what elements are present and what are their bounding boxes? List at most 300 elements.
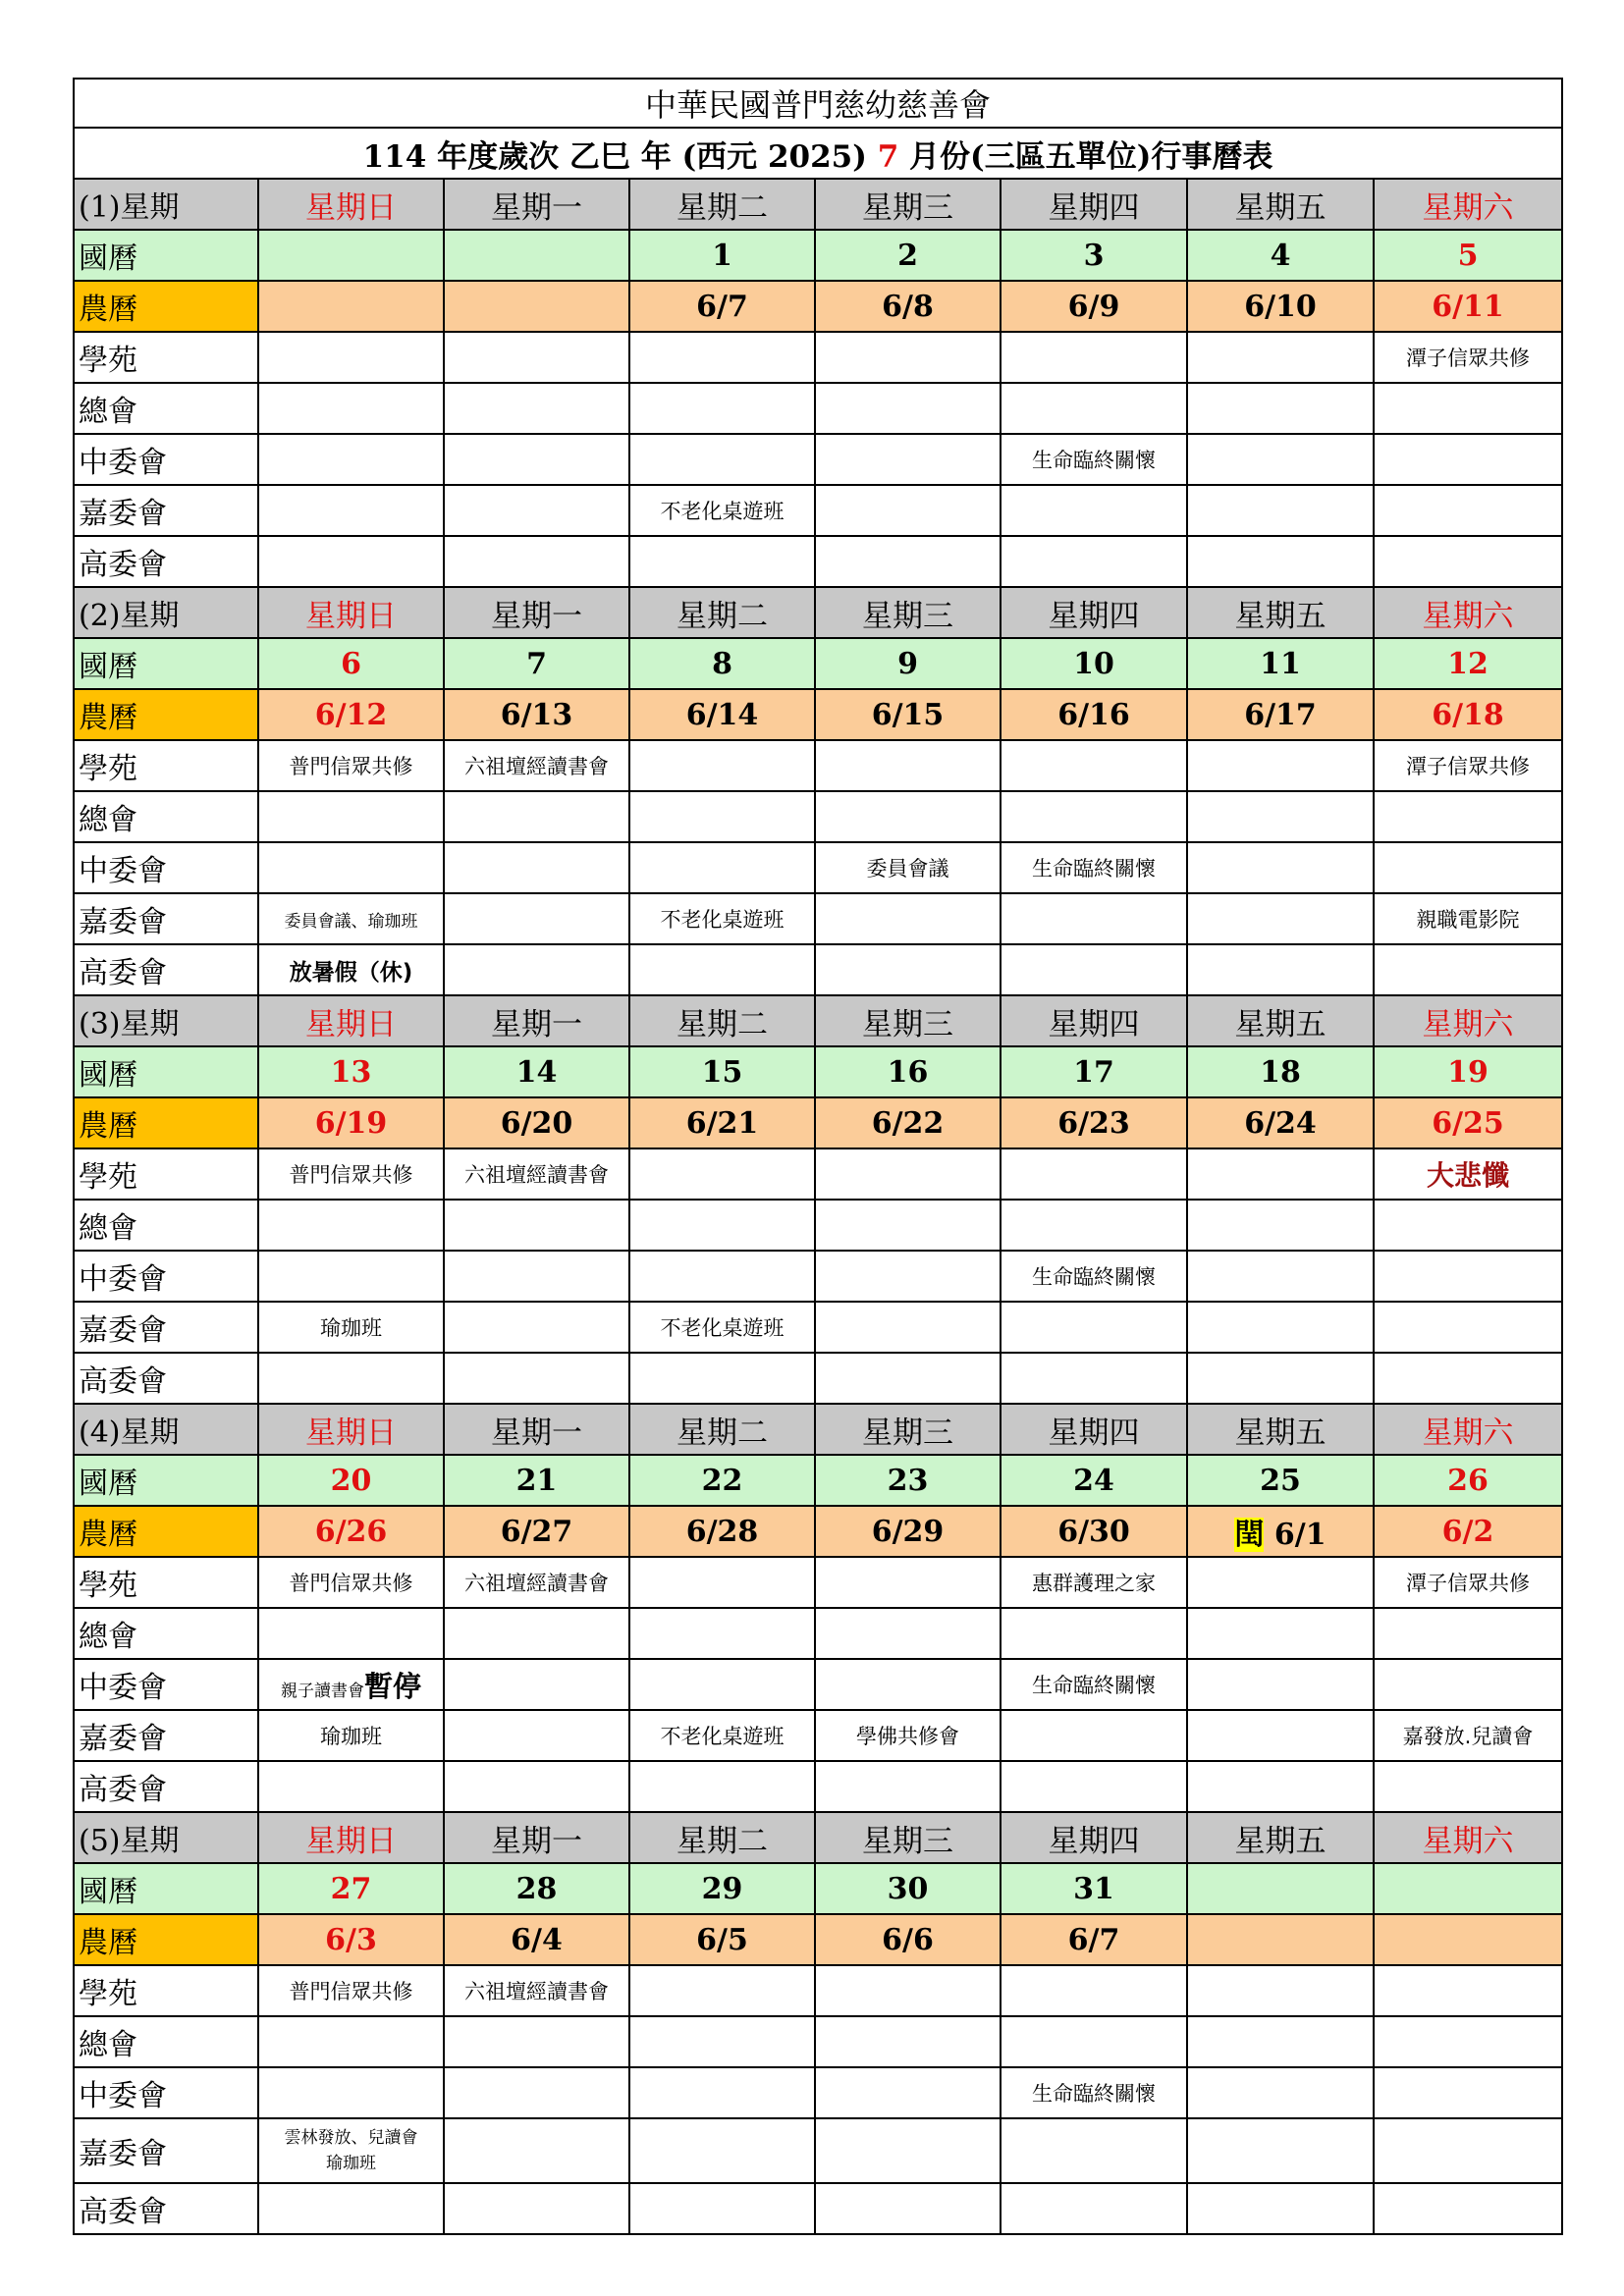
week-header-row [74,179,1562,230]
event-text: 普門信眾共修 [289,1163,413,1187]
weekday-header: 星期四 [1001,995,1187,1046]
lunar-date [629,1097,815,1148]
lunar-date [1001,281,1187,332]
event-cell [815,1353,1001,1404]
event-cell [1001,2118,1187,2183]
event-cell [815,740,1001,791]
event-cell [629,893,815,944]
event-text: 潭子信眾共修 [1406,1572,1530,1595]
gregorian-date: 21 [444,1455,629,1506]
event-cell [1001,1710,1187,1761]
unit-row-academy [74,1148,1562,1200]
event-text: 瑜珈班 [320,1725,382,1748]
gregorian-date: 1 [629,230,815,281]
weekday-header: 星期三 [815,995,1001,1046]
event-text: 六祖壇經讀書會 [464,755,609,778]
event-cell [1374,434,1562,485]
unit-label: 總會 [74,1608,258,1659]
lunar-date [258,1914,444,1965]
lunar-date [1001,1506,1187,1557]
event-cell [629,1761,815,1812]
lunar-date [815,689,1001,740]
lunar-date-text: 6/21 [685,1105,759,1141]
lunar-date-text: 6/7 [696,289,748,324]
event-cell [1187,2016,1374,2067]
lunar-date [815,1097,1001,1148]
weekday-header: 星期六 [1374,1812,1562,1863]
event-cell [1374,485,1562,536]
event-cell [1187,1965,1374,2016]
event-text: 普門信眾共修 [289,1980,413,2003]
calendar-title: 中華民國普門慈幼慈善會 [74,79,1562,128]
weekday-header: 星期四 [1001,1812,1187,1863]
lunar-date-text: 6/27 [500,1514,573,1549]
weekday-header: 星期三 [815,179,1001,230]
unit-row-headquarters [74,791,1562,842]
event-cell [815,1557,1001,1608]
weekday-header: 星期六 [1374,1404,1562,1455]
event-cell [1187,1251,1374,1302]
event-cell [629,536,815,587]
event-cell [815,1965,1001,2016]
unit-row-central-committee [74,434,1562,485]
lunar-date [444,689,629,740]
unit-label: 總會 [74,2016,258,2067]
event-cell [815,1302,1001,1353]
unit-label: 嘉委會 [74,893,258,944]
event-cell [1001,1761,1187,1812]
lunar-date [1187,1506,1374,1557]
event-text: 親子讀書會 [280,1681,364,1701]
event-cell [1187,740,1374,791]
gregorian-date: 23 [815,1455,1001,1506]
weekday-header: 星期日 [258,587,444,638]
gregorian-row [74,1046,1562,1097]
weekday-header: 星期四 [1001,1404,1187,1455]
lunar-date [815,1506,1001,1557]
week-header-row [74,1404,1562,1455]
lunar-date [258,1097,444,1148]
event-cell [815,1761,1001,1812]
lunar-date-text: 6/14 [685,697,759,732]
gregorian-label: 國曆 [74,1455,258,1506]
event-cell [258,1710,444,1761]
event-cell [1187,944,1374,995]
lunar-date-text: 6/20 [500,1105,573,1141]
weekday-header: 星期三 [815,587,1001,638]
event-cell [1001,2183,1187,2234]
event-cell [444,1659,629,1710]
event-text: 六祖壇經讀書會 [464,1572,609,1595]
event-cell [815,332,1001,383]
lunar-date [1187,1914,1374,1965]
event-text: 學佛共修會 [856,1725,959,1748]
event-cell [1001,1965,1187,2016]
lunar-date [629,281,815,332]
event-cell [1187,383,1374,434]
event-cell [815,1659,1001,1710]
event-cell [1187,332,1374,383]
lunar-date [1001,1914,1187,1965]
event-cell [1001,1353,1187,1404]
unit-label: 學苑 [74,740,258,791]
gregorian-label: 國曆 [74,230,258,281]
lunar-date-text: 6/22 [871,1105,945,1141]
unit-row-headquarters [74,1608,1562,1659]
lunar-date [258,1506,444,1557]
event-cell [1187,1200,1374,1251]
event-cell [1001,1302,1187,1353]
event-cell [629,791,815,842]
gregorian-date: 19 [1374,1046,1562,1097]
event-cell [1001,2016,1187,2067]
event-cell [258,944,444,995]
event-cell [1001,1659,1187,1710]
gregorian-date: 13 [258,1046,444,1097]
event-text: 瑜珈班 [326,2154,376,2173]
week-label: (3)星期 [74,995,258,1046]
event-cell [444,791,629,842]
gregorian-date: 6 [258,638,444,689]
unit-label: 總會 [74,791,258,842]
lunar-date-text: 6/15 [871,697,945,732]
weekday-header: 星期一 [444,179,629,230]
event-cell [258,485,444,536]
event-cell [815,1710,1001,1761]
lunar-label: 農曆 [74,1506,258,1557]
gregorian-date: 7 [444,638,629,689]
event-text: 放暑假（休) [289,959,413,986]
gregorian-date: 14 [444,1046,629,1097]
gregorian-date: 15 [629,1046,815,1097]
lunar-label: 農曆 [74,1097,258,1148]
lunar-date [444,1097,629,1148]
event-cell [629,1353,815,1404]
event-cell [1001,1557,1187,1608]
event-text: 生命臨終關懷 [1032,449,1156,472]
unit-row-kaohsiung-committee [74,2183,1562,2234]
unit-row-central-committee [74,1251,1562,1302]
event-cell [258,1200,444,1251]
lunar-date [1187,1097,1374,1148]
pause-note: 暫停 [363,1669,421,1703]
unit-label: 中委會 [74,2067,258,2118]
lunar-date-text: 6/25 [1432,1105,1504,1141]
gregorian-date: 31 [1001,1863,1187,1914]
unit-row-central-committee [74,1659,1562,1710]
week-label: (5)星期 [74,1812,258,1863]
lunar-date [1374,1506,1562,1557]
lunar-date-text: 6/8 [882,289,934,324]
event-cell [1001,1251,1187,1302]
event-cell [629,1148,815,1200]
event-cell [258,332,444,383]
lunar-date [444,1506,629,1557]
gregorian-date: 17 [1001,1046,1187,1097]
gregorian-date: 2 [815,230,1001,281]
gregorian-date [444,230,629,281]
event-cell [629,1608,815,1659]
event-cell [815,1608,1001,1659]
gregorian-label: 國曆 [74,1046,258,1097]
unit-label: 嘉委會 [74,2118,258,2183]
calendar-subtitle [74,128,1562,179]
event-cell [258,893,444,944]
lunar-date-text: 6/12 [314,697,388,732]
event-cell [1374,1251,1562,1302]
event-cell [1374,2016,1562,2067]
lunar-date [1187,281,1374,332]
gregorian-label: 國曆 [74,638,258,689]
event-cell [1374,1557,1562,1608]
subtitle-year: 114 年度歲次 乙巳 年 (西元 2025) [362,138,878,175]
lunar-date-text: 6/19 [314,1105,388,1141]
weekday-header: 星期二 [629,1812,815,1863]
lunar-date [815,281,1001,332]
event-cell [1374,2118,1562,2183]
event-cell [1001,791,1187,842]
unit-row-chiayi-committee [74,1710,1562,1761]
event-cell [1001,383,1187,434]
week-label: (4)星期 [74,1404,258,1455]
event-cell [1374,332,1562,383]
weekday-header: 星期二 [629,1404,815,1455]
week-label: (2)星期 [74,587,258,638]
event-cell [1001,1148,1187,1200]
lunar-date-text: 6/2 [1441,1514,1494,1549]
event-cell [629,2067,815,2118]
event-cell [258,2016,444,2067]
event-cell [1374,740,1562,791]
event-cell [444,1965,629,2016]
lunar-date [444,281,629,332]
weekday-header: 星期一 [444,995,629,1046]
event-cell [258,1302,444,1353]
gregorian-row [74,230,1562,281]
event-cell [1187,791,1374,842]
event-cell [258,791,444,842]
lunar-date [444,1914,629,1965]
unit-label: 總會 [74,1200,258,1251]
unit-row-headquarters [74,2016,1562,2067]
event-cell [444,383,629,434]
lunar-date-text: 6/26 [314,1514,388,1549]
lunar-date-text: 6/4 [511,1922,563,1957]
event-cell [629,2183,815,2234]
event-cell [444,2118,629,2183]
gregorian-date: 5 [1374,230,1562,281]
lunar-label: 農曆 [74,281,258,332]
event-cell [629,2118,815,2183]
event-cell [444,740,629,791]
event-cell [629,383,815,434]
event-text: 潭子信眾共修 [1406,347,1530,370]
event-cell [1374,2183,1562,2234]
event-text: 不老化桌遊班 [660,1316,785,1340]
event-cell [815,1251,1001,1302]
event-cell [1187,1557,1374,1608]
event-text: 六祖壇經讀書會 [464,1163,609,1187]
unit-row-headquarters [74,1200,1562,1251]
weekday-header: 星期六 [1374,179,1562,230]
lunar-date-text: 6/23 [1057,1105,1130,1141]
event-cell [444,1710,629,1761]
unit-label: 高委會 [74,944,258,995]
event-text: 普門信眾共修 [289,755,413,778]
weekday-header: 星期五 [1187,179,1374,230]
lunar-date [1374,1914,1562,1965]
event-text: 不老化桌遊班 [660,1725,785,1748]
gregorian-date [258,230,444,281]
unit-label: 中委會 [74,1659,258,1710]
gregorian-date: 30 [815,1863,1001,1914]
event-cell [258,1557,444,1608]
event-cell [629,434,815,485]
event-cell [629,332,815,383]
lunar-row [74,1506,1562,1557]
gregorian-row [74,638,1562,689]
weekday-header: 星期日 [258,1812,444,1863]
gregorian-row [74,1455,1562,1506]
unit-row-academy [74,332,1562,383]
gregorian-date: 29 [629,1863,815,1914]
gregorian-date: 10 [1001,638,1187,689]
lunar-date-text: 6/11 [1432,289,1504,324]
unit-label: 學苑 [74,1557,258,1608]
unit-row-kaohsiung-committee [74,536,1562,587]
weekday-header: 星期四 [1001,587,1187,638]
weekday-header: 星期四 [1001,179,1187,230]
unit-label: 嘉委會 [74,1710,258,1761]
event-text: 大悲懺 [1427,1159,1510,1192]
unit-row-chiayi-committee [74,2118,1562,2183]
event-text: 親職電影院 [1416,908,1520,932]
event-cell [444,944,629,995]
event-cell [815,2067,1001,2118]
lunar-date [1187,689,1374,740]
lunar-row [74,689,1562,740]
event-text: 六祖壇經讀書會 [464,1980,609,2003]
unit-row-academy [74,1557,1562,1608]
lunar-date [629,1914,815,1965]
weekday-header: 星期三 [815,1404,1001,1455]
event-text: 委員會議 [866,857,949,881]
event-cell [815,434,1001,485]
lunar-date [1374,1097,1562,1148]
event-cell [258,2067,444,2118]
event-cell [815,791,1001,842]
lunar-date-text: 6/29 [871,1514,945,1549]
event-text: 生命臨終關懷 [1032,1674,1156,1697]
unit-row-academy [74,740,1562,791]
event-cell [444,2016,629,2067]
event-cell [1374,1608,1562,1659]
lunar-date-text: 6/1 [1273,1518,1326,1552]
weekday-header: 星期一 [444,1404,629,1455]
lunar-date-text: 6/5 [696,1922,748,1957]
unit-row-headquarters [74,383,1562,434]
event-cell [1187,1710,1374,1761]
event-cell [1374,1353,1562,1404]
unit-label: 學苑 [74,332,258,383]
event-cell [444,1557,629,1608]
event-cell [629,1302,815,1353]
event-text: 潭子信眾共修 [1406,755,1530,778]
event-cell [815,1200,1001,1251]
gregorian-date [1374,1863,1562,1914]
lunar-date [258,689,444,740]
gregorian-date: 18 [1187,1046,1374,1097]
event-cell [444,1148,629,1200]
weekday-header: 星期三 [815,1812,1001,1863]
event-cell [815,1148,1001,1200]
event-cell [1187,536,1374,587]
event-cell [258,740,444,791]
week-label: (1)星期 [74,179,258,230]
weekday-header: 星期五 [1187,995,1374,1046]
event-cell [629,1965,815,2016]
event-cell [1001,434,1187,485]
leap-month-mark: 閏 [1234,1518,1265,1552]
lunar-date-text: 6/30 [1057,1514,1130,1549]
event-cell [1001,536,1187,587]
event-cell [1374,383,1562,434]
gregorian-row [74,1863,1562,1914]
event-cell [1374,1659,1562,1710]
event-text: 嘉發放.兒讀會 [1402,1725,1534,1748]
event-cell [1187,1353,1374,1404]
event-cell [1001,842,1187,893]
event-cell [629,485,815,536]
unit-row-kaohsiung-committee [74,1761,1562,1812]
unit-label: 高委會 [74,1353,258,1404]
lunar-label: 農曆 [74,689,258,740]
event-cell [1374,2067,1562,2118]
weekday-header: 星期一 [444,1812,629,1863]
unit-row-chiayi-committee [74,893,1562,944]
unit-row-central-committee [74,2067,1562,2118]
unit-label: 高委會 [74,536,258,587]
event-cell [1187,1608,1374,1659]
event-cell [258,536,444,587]
event-cell [258,842,444,893]
unit-row-kaohsiung-committee [74,944,1562,995]
event-cell [258,1353,444,1404]
lunar-date [1001,1097,1187,1148]
subtitle-rest: 月份(三區五單位)行事曆表 [898,138,1273,175]
event-cell [815,2118,1001,2183]
event-cell [815,383,1001,434]
event-cell [258,1608,444,1659]
lunar-date-text: 6/18 [1432,697,1504,732]
event-cell [815,485,1001,536]
event-cell [815,842,1001,893]
gregorian-label: 國曆 [74,1863,258,1914]
event-cell [815,536,1001,587]
gregorian-date: 27 [258,1863,444,1914]
event-cell [1374,842,1562,893]
unit-label: 嘉委會 [74,1302,258,1353]
unit-row-academy [74,1965,1562,2016]
lunar-date [258,281,444,332]
event-cell [1187,893,1374,944]
lunar-date-text: 6/6 [882,1922,934,1957]
event-cell [1374,893,1562,944]
event-cell [1187,842,1374,893]
event-cell [1187,1761,1374,1812]
lunar-row [74,1097,1562,1148]
event-cell [1187,2118,1374,2183]
